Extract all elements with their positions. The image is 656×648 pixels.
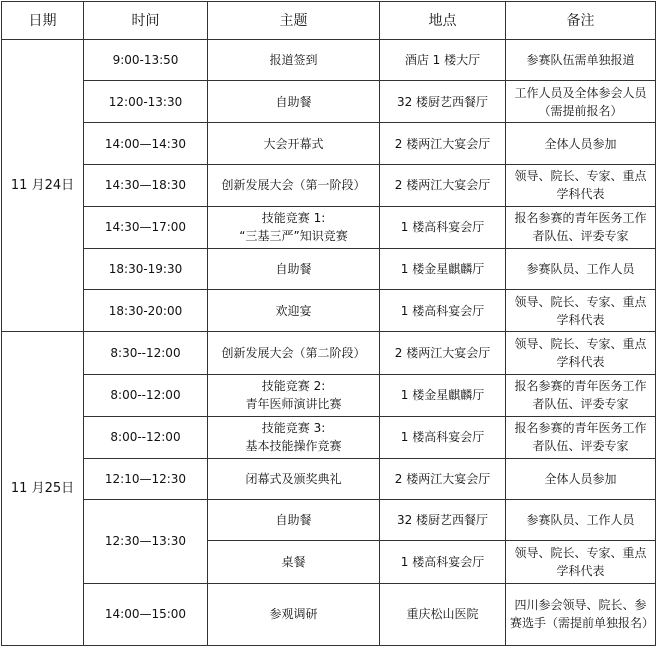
topic-cell: 欢迎宴 — [208, 290, 380, 332]
location-cell: 1 楼高科宴会厅 — [380, 416, 506, 458]
notes-cell: 参赛队员、工作人员 — [506, 249, 656, 290]
topic-cell: 桌餐 — [208, 541, 380, 583]
notes-cell: 领导、院长、专家、重点学科代表 — [506, 541, 656, 583]
location-cell: 32 楼厨艺西餐厅 — [380, 81, 506, 123]
notes-cell: 全体人员参加 — [506, 123, 656, 164]
topic-line: 技能竞赛 1: — [261, 211, 326, 226]
location-cell: 2 楼两江大宴会厅 — [380, 123, 506, 164]
header-date: 日期 — [2, 2, 84, 40]
table-row — [2, 249, 656, 290]
location-cell: 1 楼金星麒麟厅 — [380, 249, 506, 290]
table-row — [2, 40, 656, 81]
notes-cell: 领导、院长、专家、重点学科代表 — [506, 290, 656, 332]
table-row — [2, 374, 656, 416]
location-cell: 1 楼高科宴会厅 — [380, 206, 506, 248]
topic-line: 技能竞赛 3: — [261, 421, 326, 436]
time-cell: 18:30-19:30 — [84, 249, 208, 290]
table-row — [2, 81, 656, 123]
location-cell: 2 楼两江大宴会厅 — [380, 164, 506, 206]
topic-cell — [208, 416, 380, 458]
header-row — [2, 2, 656, 40]
location-cell: 1 楼高科宴会厅 — [380, 541, 506, 583]
topic-line: 青年医师演讲比赛 — [245, 397, 342, 412]
location-cell: 2 楼两江大宴会厅 — [380, 332, 506, 374]
topic-cell: 自助餐 — [208, 500, 380, 541]
table-row — [2, 583, 656, 645]
topic-cell: 参观调研 — [208, 583, 380, 645]
notes-cell: 报名参赛的青年医务工作者队伍、评委专家 — [506, 206, 656, 248]
table-row — [2, 164, 656, 206]
notes-cell: 领导、院长、专家、重点学科代表 — [506, 332, 656, 374]
time-cell: 12:10—12:30 — [84, 459, 208, 500]
topic-cell — [208, 206, 380, 248]
notes-cell: 四川参会领导、院长、参赛选手（需提前单独报名） — [506, 583, 656, 645]
topic-cell: 创新发展大会（第二阶段） — [208, 332, 380, 374]
time-cell: 14:00—15:00 — [84, 583, 208, 645]
date-cell: 11 月24日 — [2, 40, 84, 332]
time-cell: 14:30—17:00 — [84, 206, 208, 248]
table-row — [2, 416, 656, 458]
table-row — [2, 123, 656, 164]
topic-cell: 大会开幕式 — [208, 123, 380, 164]
time-cell: 8:00--12:00 — [84, 416, 208, 458]
notes-cell: 全体人员参加 — [506, 459, 656, 500]
date-cell: 11 月25日 — [2, 332, 84, 646]
topic-line: 基本技能操作竞赛 — [245, 439, 342, 454]
topic-cell: 创新发展大会（第一阶段） — [208, 164, 380, 206]
time-cell: 9:00-13:50 — [84, 40, 208, 81]
time-cell: 18:30-20:00 — [84, 290, 208, 332]
table-row — [2, 206, 656, 248]
location-cell: 1 楼高科宴会厅 — [380, 290, 506, 332]
header-time: 时间 — [84, 2, 208, 40]
time-cell: 14:00—14:30 — [84, 123, 208, 164]
location-cell: 32 楼厨艺西餐厅 — [380, 500, 506, 541]
topic-line: “三基三严”知识竞赛 — [239, 229, 348, 244]
time-cell: 12:00-13:30 — [84, 81, 208, 123]
notes-cell: 工作人员及全体参会人员（需提前报名） — [506, 81, 656, 123]
header-notes: 备注 — [506, 2, 656, 40]
topic-cell: 报道签到 — [208, 40, 380, 81]
notes-cell: 报名参赛的青年医务工作者队伍、评委专家 — [506, 416, 656, 458]
time-cell: 14:30—18:30 — [84, 164, 208, 206]
notes-cell: 参赛队伍需单独报道 — [506, 40, 656, 81]
time-cell: 12:30—13:30 — [84, 500, 208, 583]
notes-cell: 领导、院长、专家、重点学科代表 — [506, 164, 656, 206]
location-cell: 1 楼金星麒麟厅 — [380, 374, 506, 416]
topic-cell: 自助餐 — [208, 249, 380, 290]
schedule-table — [1, 1, 656, 646]
topic-cell: 自助餐 — [208, 81, 380, 123]
table-row — [2, 332, 656, 374]
notes-cell: 报名参赛的青年医务工作者队伍、评委专家 — [506, 374, 656, 416]
time-cell: 8:30--12:00 — [84, 332, 208, 374]
header-location: 地点 — [380, 2, 506, 40]
table-row — [2, 290, 656, 332]
location-cell: 重庆松山医院 — [380, 583, 506, 645]
location-cell: 酒店 1 楼大厅 — [380, 40, 506, 81]
table-row — [2, 500, 656, 541]
table-row — [2, 459, 656, 500]
time-cell: 8:00--12:00 — [84, 374, 208, 416]
header-topic: 主题 — [208, 2, 380, 40]
topic-cell: 闭幕式及颁奖典礼 — [208, 459, 380, 500]
notes-cell: 参赛队员、工作人员 — [506, 500, 656, 541]
location-cell: 2 楼两江大宴会厅 — [380, 459, 506, 500]
topic-cell — [208, 374, 380, 416]
topic-line: 技能竞赛 2: — [261, 379, 326, 394]
